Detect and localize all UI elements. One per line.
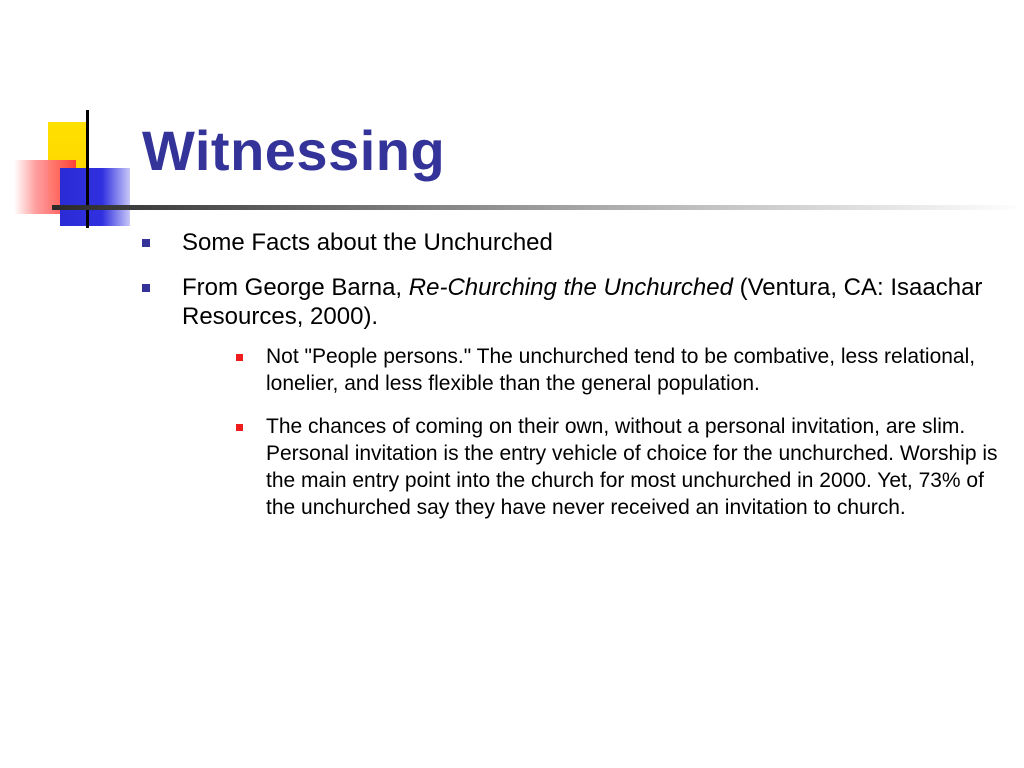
sub-bullet-text: The chances of coming on their own, without a personal invitation, are slim. Personal invitation is the entry vehicle of choice for the unchurched. Worship is the main entry point into the church for most unchurched in 2000. Yet, 73% of the unchurched say they have never received an invitation to church. [266, 415, 998, 519]
square-bullet-icon [142, 284, 150, 292]
vertical-rule [86, 110, 89, 228]
bullet-item [142, 273, 1002, 521]
square-bullet-icon [236, 354, 243, 361]
bullet-text: Some Facts about the Unchurched [182, 229, 553, 256]
title-underline [52, 205, 1024, 210]
bullet-item [142, 228, 1002, 257]
sub-bullet-item [266, 413, 1002, 521]
square-bullet-icon [142, 239, 150, 247]
citation-suffix: (Ventura, CA: Isaachar Resources, 2000). [182, 274, 983, 330]
square-bullet-icon [236, 424, 243, 431]
blue-block [60, 168, 130, 226]
bullet-text [182, 274, 982, 330]
slide-content [142, 228, 1002, 537]
book-title: Re-Churching the Unchurched [408, 274, 733, 301]
decorative-logo-blocks [0, 0, 140, 240]
sub-bullet-item [266, 343, 1002, 397]
sub-bullet-text: Not "People persons." The unchurched tend to be combative, less relational, lonelier, and less flexible than the general population. [266, 345, 976, 395]
citation-prefix: From George Barna, [182, 274, 409, 301]
slide-title: Witnessing [142, 119, 446, 182]
sub-bullet-list [182, 343, 1002, 521]
